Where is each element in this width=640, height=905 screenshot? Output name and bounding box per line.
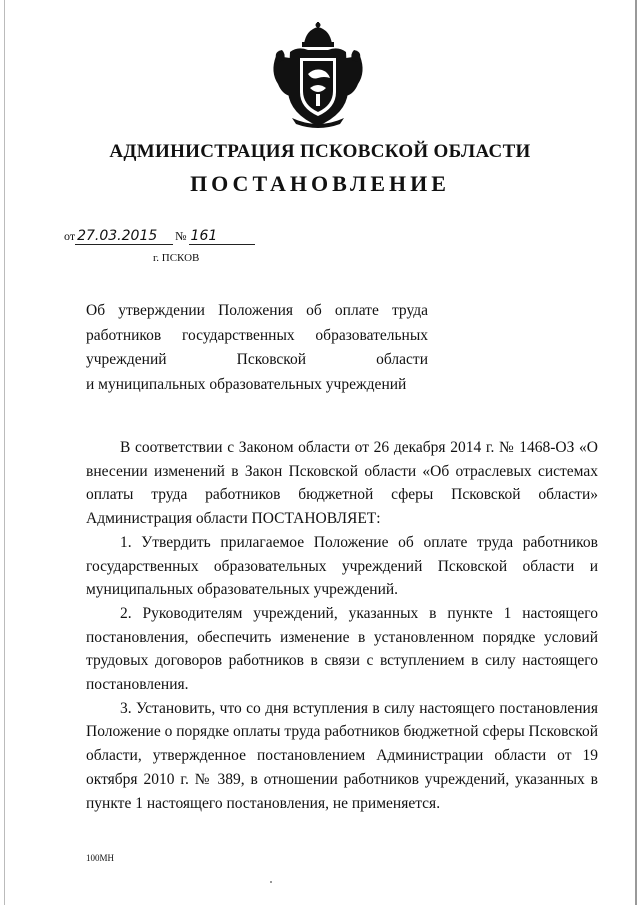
subject-line: Об утверждении Положения об оплате труда <box>86 302 428 319</box>
coat-of-arms-icon <box>268 22 368 130</box>
date-prefix: от <box>64 229 76 243</box>
city-label: г. ПСКОВ <box>153 252 200 264</box>
organization-title: АДМИНИСТРАЦИЯ ПСКОВСКОЙ ОБЛАСТИ <box>109 141 531 162</box>
document-type-title: ПОСТАНОВЛЕНИЕ <box>190 171 450 196</box>
handwritten-date: 27.03.2015 <box>75 228 173 245</box>
body-paragraph: 2. Руководителям учреждений, указанных в пункте 1 настоящего постановления, обеспечить изменение в установленном порядке условий трудовых договоров работников в связи с вступлением в силу настоящего постановления. <box>86 604 598 694</box>
document-body <box>86 436 598 815</box>
body-paragraph: 1. Утвердить прилагаемое Положение об оплате труда работников государственных образовательных учреждений Псковской области и муниципальных образовательных учреждений. <box>86 533 598 599</box>
number-label: № <box>175 229 187 243</box>
footer-code: 100МН <box>86 853 115 863</box>
body-paragraph: 3. Установить, что со дня вступления в силу настоящего постановления Положение о порядке оплаты труда работников бюджетной сферы Псковской области, утвержденное постановлением Администрации области от 19 октября 2010 г. № 389, в отношении работников учреждений, указанных в пункте 1 настоящего постановления, не применяется. <box>86 699 598 812</box>
subject-line: и муниципальных образовательных учреждений <box>86 375 407 393</box>
document-subject <box>86 299 428 397</box>
page-edge-left <box>4 0 5 905</box>
body-paragraph: В соответствии с Законом области от 26 декабря 2014 г. № 1468-ОЗ «О внесении изменений в Закон Псковской области «Об отраслевых системах оплаты труда работников бюджетной сферы Псковской области» Администрация области ПОСТАНОВЛЯЕТ: <box>86 439 598 528</box>
registration-line <box>64 228 255 245</box>
subject-line: работников государственных образовательных <box>86 326 428 344</box>
page-edge-right <box>635 0 637 905</box>
scan-speck <box>270 881 272 883</box>
handwritten-number: 161 <box>189 228 255 245</box>
subject-line: учреждений Псковской области <box>86 351 428 368</box>
